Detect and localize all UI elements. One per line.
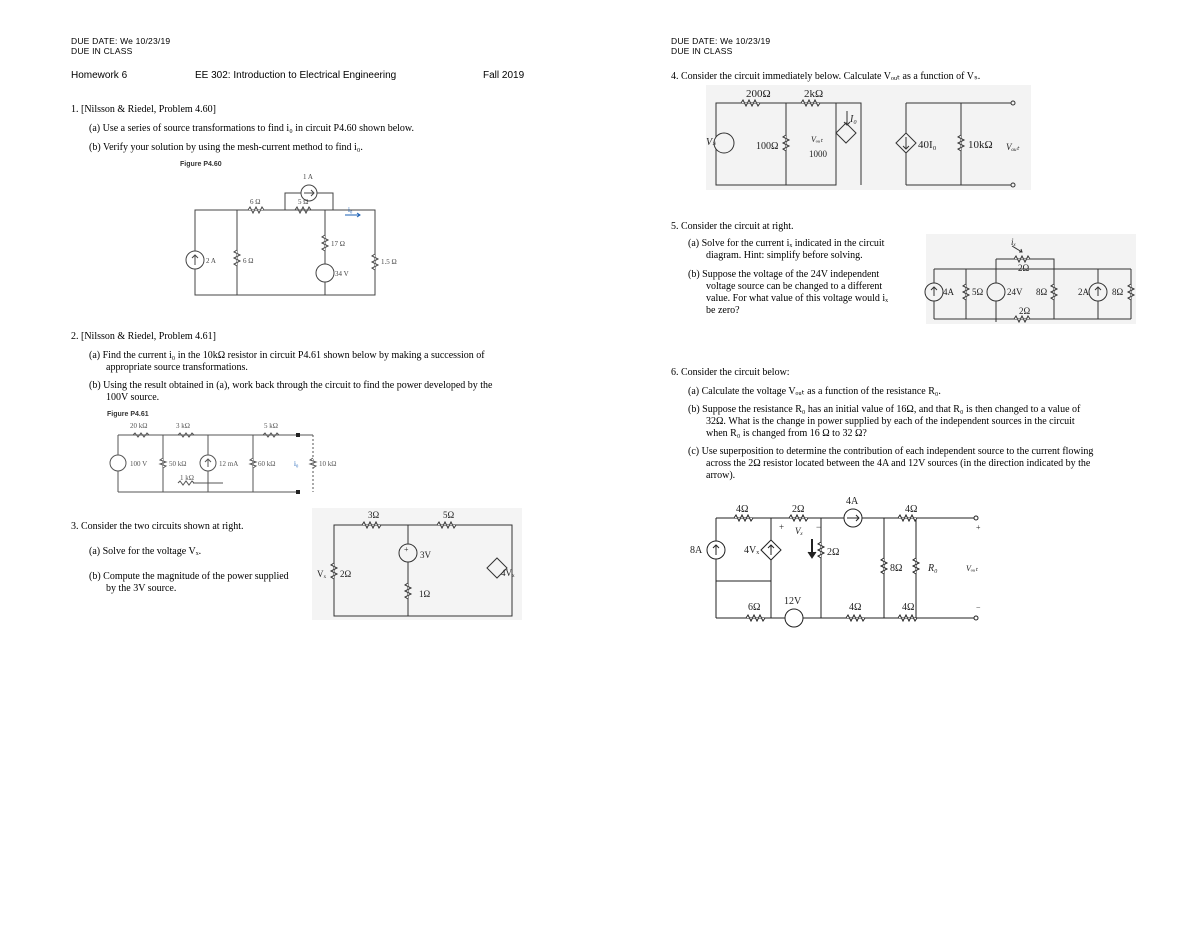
p460-label-1-5ohm: 1.5 Ω xyxy=(381,258,397,266)
problem4-title: 4. Consider the circuit immediately below. Calculate Vₒᵤₜ as a function of Vₛ. xyxy=(671,71,981,82)
p6-label-4a: 4A xyxy=(846,496,859,507)
p460-label-io: i₀ xyxy=(348,206,353,214)
problem2-part-b-line1: (b) Using the result obtained in (a), work back through the circuit to find the power developed by the xyxy=(89,380,493,391)
problem6-part-c-line3: arrow). xyxy=(706,470,736,481)
p6-label-plus: + xyxy=(779,522,785,532)
p6-label-out-minus: − xyxy=(976,603,981,612)
p460-label-1a: 1 A xyxy=(303,173,313,181)
p461-label-3k: 3 kΩ xyxy=(176,422,190,430)
p3-label-1ohm: 1Ω xyxy=(419,589,431,599)
problem1-part-a: (a) Use a series of source transformations to find i₀ in circuit P4.60 shown below. xyxy=(89,123,414,134)
p3-label-vx: Vₓ xyxy=(317,569,327,579)
problem2-part-a-line1: (a) Find the current i₀ in the 10kΩ resistor in circuit P4.61 shown below by making a succession of xyxy=(89,350,485,361)
p461-label-1k: 1 kΩ xyxy=(180,474,194,482)
due-date-left: DUE DATE: We 10/23/19 xyxy=(71,36,171,46)
p6-label-minus: − xyxy=(816,522,822,532)
p461-label-20k: 20 kΩ xyxy=(130,422,148,430)
p6-label-4vx: 4Vₓ xyxy=(744,545,760,556)
p5-label-2ohm-top: 2Ω xyxy=(1018,263,1030,273)
p5-label-ix: iₓ xyxy=(1011,237,1017,247)
problem6-part-b-line2: 32Ω. What is the change in power supplied by each of the independent sources in the circuit xyxy=(706,416,1075,427)
problem3-part-a: (a) Solve for the voltage Vₓ. xyxy=(89,546,202,557)
p4-label-200ohm: 200Ω xyxy=(746,88,771,100)
problem5-part-b-line4: be zero? xyxy=(706,305,740,316)
p4-label-vs: Vₛ xyxy=(706,137,716,148)
due-in-class-right: DUE IN CLASS xyxy=(671,46,733,56)
p4-label-dep-den: 1000 xyxy=(809,149,827,159)
problem6-part-c-line2: across the 2Ω resistor located between the 4A and 12V sources (in the direction indicated by the xyxy=(706,458,1091,469)
circuit-problem4 xyxy=(706,85,1031,190)
p4-label-vout: Vₒᵤₜ xyxy=(1006,142,1020,152)
p3-label-5ohm: 5Ω xyxy=(443,510,455,520)
p6-label-r0: R₀ xyxy=(928,563,938,574)
circuit-problem5 xyxy=(926,234,1136,324)
p3-label-plus: + xyxy=(404,545,409,554)
problem5-part-b-line2: voltage source can be changed to a different xyxy=(706,281,883,292)
homework-number: Homework 6 xyxy=(71,70,128,81)
circuit-problem3 xyxy=(312,508,522,620)
p6-label-4ohm-a: 4Ω xyxy=(736,504,749,515)
p460-label-34v: 34 V xyxy=(335,270,349,278)
problem3-title: 3. Consider the two circuits shown at right. xyxy=(71,521,244,532)
p460-label-6ohm-top: 6 Ω xyxy=(250,198,261,206)
p5-label-24v: 24V xyxy=(1007,287,1023,297)
p6-label-6ohm: 6Ω xyxy=(748,602,761,613)
p460-label-17ohm: 17 Ω xyxy=(331,240,345,248)
p461-label-50k: 50 kΩ xyxy=(169,460,187,468)
p5-label-5ohm: 5Ω xyxy=(972,287,984,297)
p461-label-io: i₀ xyxy=(294,460,299,468)
p6-label-8ohm: 8Ω xyxy=(890,563,903,574)
p5-label-8ohm-b: 8Ω xyxy=(1112,287,1124,297)
p6-label-4ohm-c: 4Ω xyxy=(849,602,862,613)
circuit-problem6 xyxy=(686,494,986,624)
p6-label-2ohm-a: 2Ω xyxy=(792,504,805,515)
p4-label-dep-num: Vₒᵤₜ xyxy=(811,135,823,144)
circuit-p460 xyxy=(170,170,397,300)
p5-label-2ohm-bottom: 2Ω xyxy=(1019,306,1031,316)
problem6-part-a: (a) Calculate the voltage Vₒᵤₜ as a function of the resistance R₀. xyxy=(688,386,941,397)
p5-label-8ohm-a: 8Ω xyxy=(1036,287,1048,297)
p460-label-2a: 2 A xyxy=(206,257,216,265)
p6-label-out-plus: + xyxy=(976,523,981,532)
figure-caption-p460: Figure P4.60 xyxy=(180,161,222,168)
p4-label-2kohm: 2kΩ xyxy=(804,88,824,100)
problem3-part-b-line2: by the 3V source. xyxy=(106,583,177,594)
term: Fall 2019 xyxy=(483,70,525,81)
p3-label-3v: 3V xyxy=(420,550,431,560)
problem5-part-b-line1: (b) Suppose the voltage of the 24V independent xyxy=(688,269,880,280)
problem6-part-c-line1: (c) Use superposition to determine the contribution of each independent source to the current flowing xyxy=(688,446,1094,457)
problem5-part-a-line2: diagram. Hint: simplify before solving. xyxy=(706,250,863,261)
p5-label-2a: 2A xyxy=(1078,287,1089,297)
p6-label-8a: 8A xyxy=(690,545,703,556)
p6-label-4ohm-b: 4Ω xyxy=(905,504,918,515)
p6-label-2ohm-b: 2Ω xyxy=(827,547,840,558)
problem2-part-a-line2: appropriate source transformations. xyxy=(106,362,248,373)
p6-label-vout: Vₒᵤₜ xyxy=(966,564,978,573)
problem5-part-a-line1: (a) Solve for the current iₓ indicated in the circuit xyxy=(688,238,885,249)
p461-label-5k: 5 kΩ xyxy=(264,422,278,430)
circuit-p461 xyxy=(108,420,348,495)
problem2-part-b-line2: 100V source. xyxy=(106,392,160,403)
p460-label-6ohm: 6 Ω xyxy=(243,257,254,265)
problem6-part-b-line1: (b) Suppose the resistance R₀ has an initial value of 16Ω, and that R₀ is then changed to a value of xyxy=(688,404,1081,415)
problem5-part-b-line3: value. For what value of this voltage would iₓ xyxy=(706,293,889,304)
problem1-part-b: (b) Verify your solution by using the mesh-current method to find i₀. xyxy=(89,142,363,153)
p3-label-3ohm: 3Ω xyxy=(368,510,380,520)
problem6-part-b-line3: when R₀ is changed from 16 Ω to 32 Ω? xyxy=(706,428,867,439)
p4-label-i0: I₀ xyxy=(850,114,857,125)
p5-label-4a: 4A xyxy=(943,287,954,297)
figure-caption-p461: Figure P4.61 xyxy=(107,411,149,418)
p6-label-12v: 12V xyxy=(784,596,802,607)
p461-label-10k: 10 kΩ xyxy=(319,460,337,468)
problem3-part-b-line1: (b) Compute the magnitude of the power supplied xyxy=(89,571,289,582)
p460-label-5ohm: 5 Ω xyxy=(298,198,309,206)
p4-label-40i0: 40I₀ xyxy=(918,139,937,151)
problem2-title: 2. [Nilsson & Riedel, Problem 4.61] xyxy=(71,331,216,342)
p6-label-vx: Vₓ xyxy=(795,526,804,536)
problem1-title: 1. [Nilsson & Riedel, Problem 4.60] xyxy=(71,104,216,115)
p3-label-2ohm: 2Ω xyxy=(340,569,352,579)
due-date-right: DUE DATE: We 10/23/19 xyxy=(671,36,771,46)
p461-label-60k: 60 kΩ xyxy=(258,460,276,468)
p461-label-12ma: 12 mA xyxy=(219,460,239,468)
p461-label-100v: 100 V xyxy=(130,460,148,468)
p3-label-4vx: 4Vₓ xyxy=(501,568,515,578)
due-in-class-left: DUE IN CLASS xyxy=(71,46,133,56)
p4-label-100ohm: 100Ω xyxy=(756,141,779,152)
course-title: EE 302: Introduction to Electrical Engineering xyxy=(195,70,397,81)
p6-label-4ohm-d: 4Ω xyxy=(902,602,915,613)
p4-label-10kohm: 10kΩ xyxy=(968,139,993,151)
problem6-title: 6. Consider the circuit below: xyxy=(671,367,790,378)
problem5-title: 5. Consider the circuit at right. xyxy=(671,221,794,232)
